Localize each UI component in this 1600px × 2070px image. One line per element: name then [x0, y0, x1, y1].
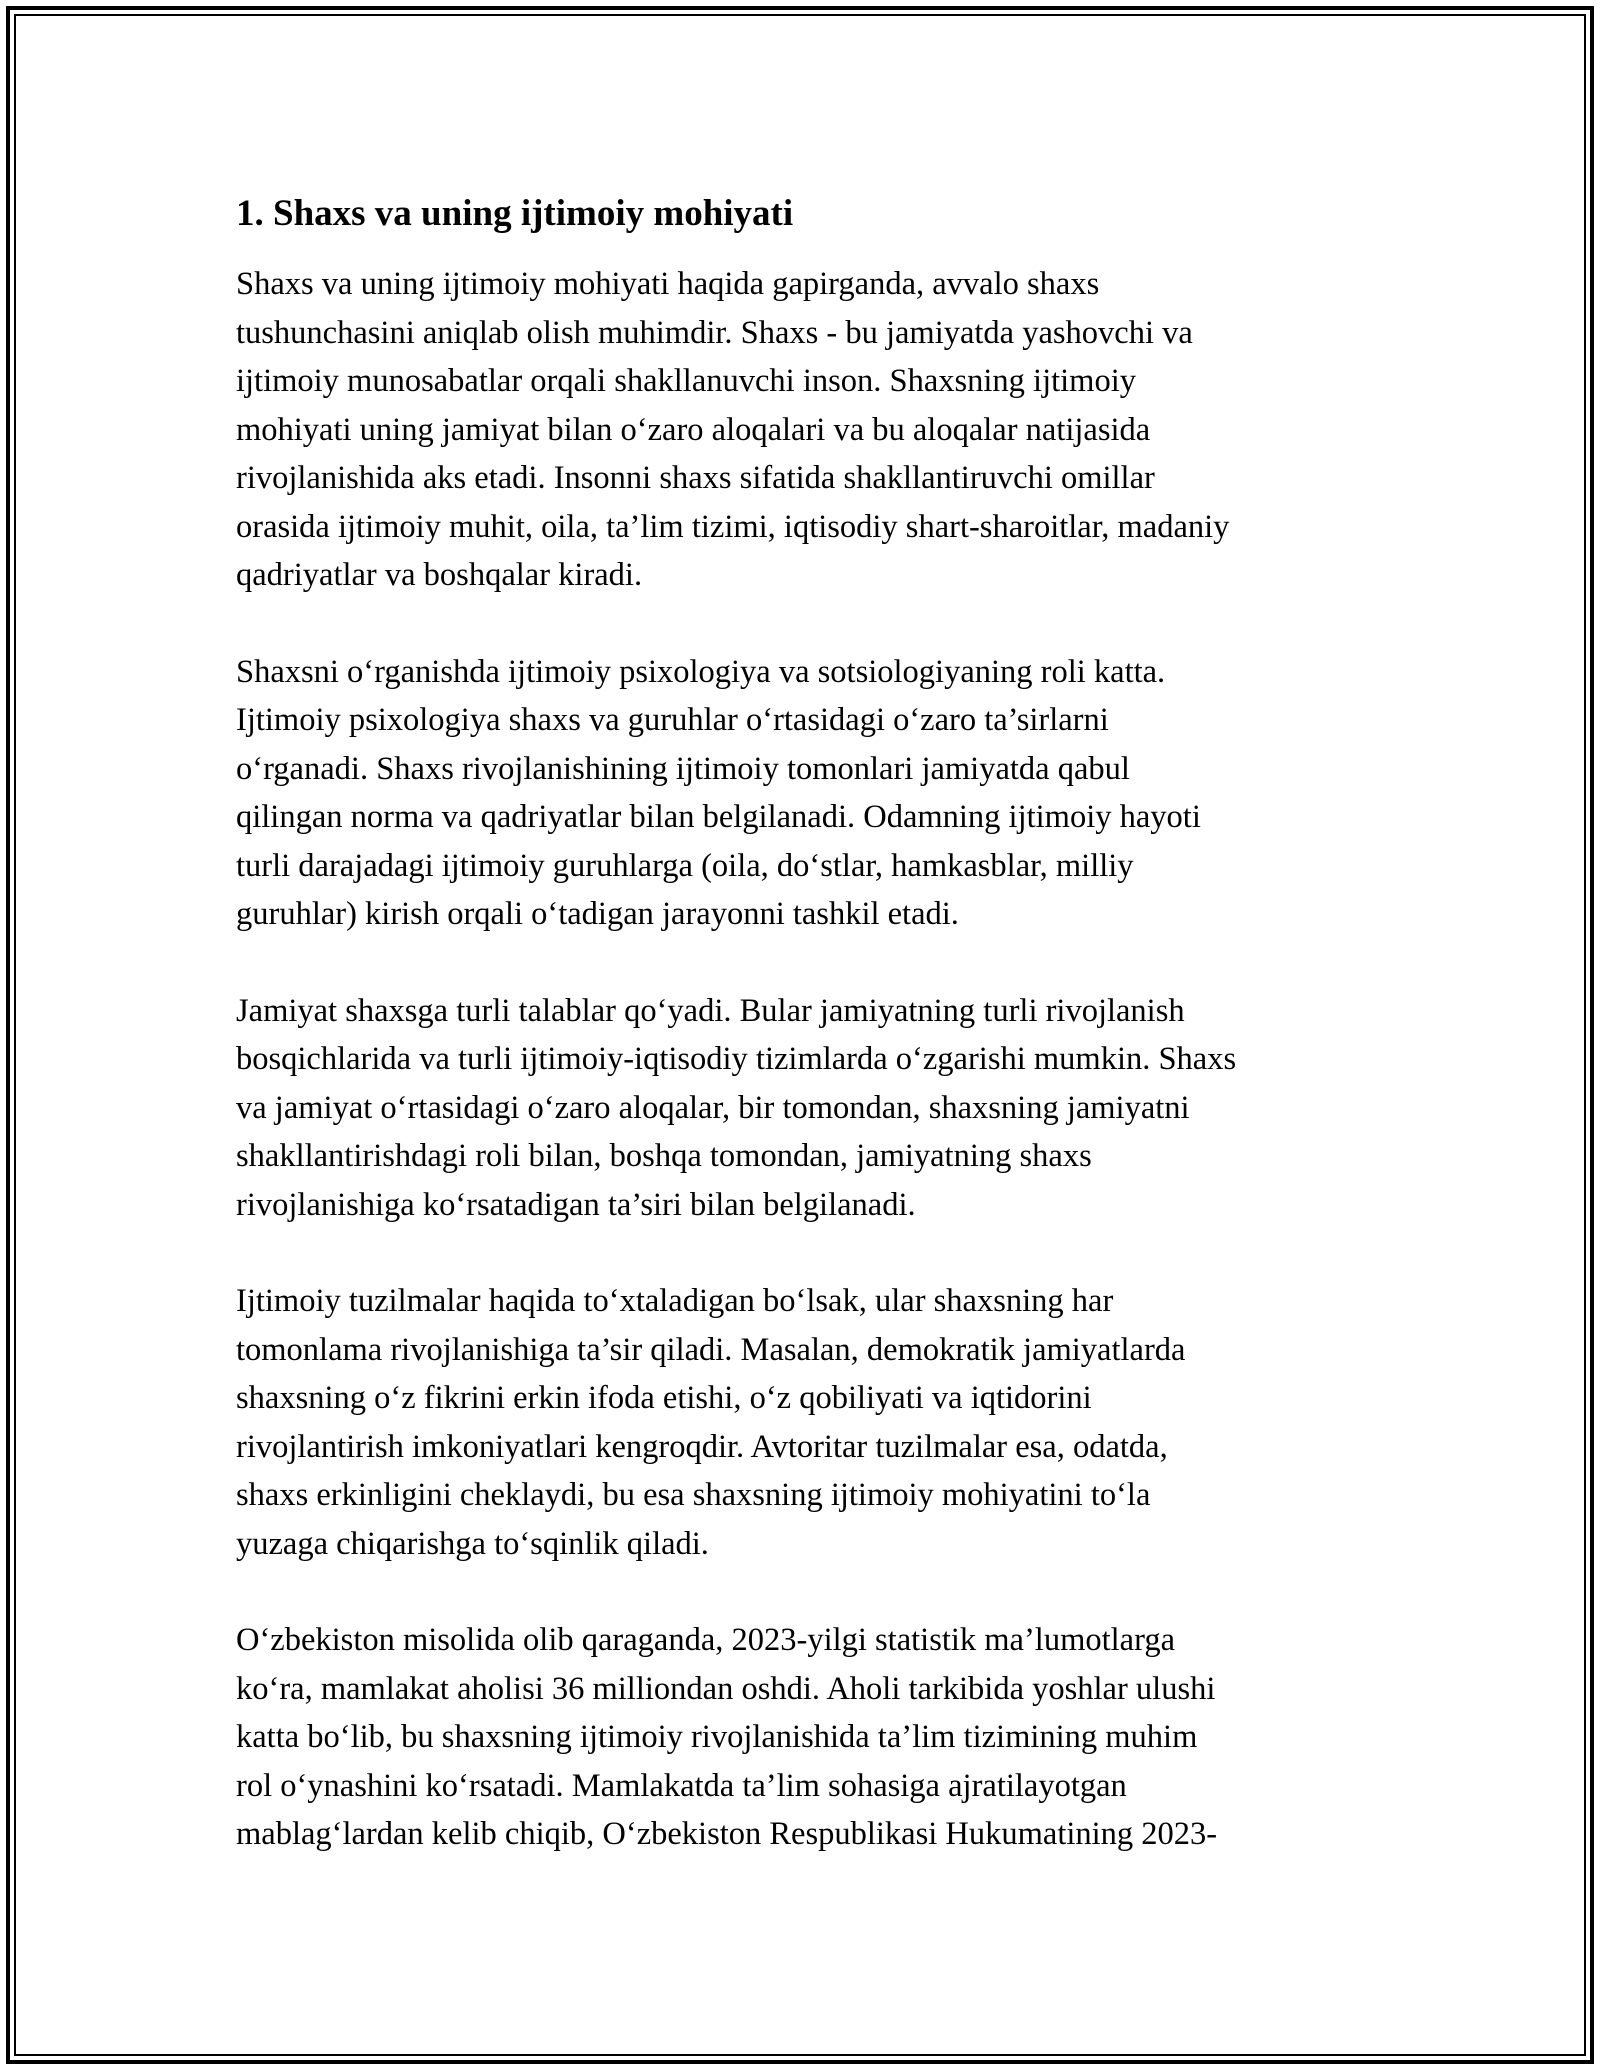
paragraph-line: katta bo‘lib, bu shaxsning ijtimoiy rivojlanishida ta’lim tizimining muhim — [236, 1719, 1198, 1755]
paragraph-line: orasida ijtimoiy muhit, oila, ta’lim tizimi, iqtisodiy shart-sharoitlar, madaniy — [236, 508, 1230, 545]
paragraph-line: mohiyati uning jamiyat bilan o‘zaro aloqalari va bu aloqalar natijasida — [236, 411, 1151, 448]
document-page — [236, 186, 1376, 1907]
paragraph-line: shaxs erkinligini cheklaydi, bu esa shaxsning ijtimoiy mohiyatini to‘la — [236, 1477, 1151, 1513]
paragraph-line: guruhlar) kirish orqali o‘tadigan jarayonni tashkil etadi. — [236, 896, 959, 932]
paragraph — [236, 1616, 1376, 1859]
paragraph — [236, 648, 1376, 939]
paragraph-line: o‘rganadi. Shaxs rivojlanishining ijtimoiy tomonlari jamiyatda qabul — [236, 750, 1130, 787]
paragraph-line: qilingan norma va qadriyatlar bilan belgilanadi. Odamning ijtimoiy hayoti — [236, 799, 1201, 835]
paragraph-line: Shaxs va uning ijtimoiy mohiyati haqida gapirganda, avvalo shaxs — [236, 266, 1100, 302]
paragraph-line: bosqichlarida va turli ijtimoiy-iqtisodiy tizimlarda o‘zgarishi mumkin. Shaxs — [236, 1041, 1237, 1077]
paragraph-line: shaxsning o‘z fikrini erkin ifoda etishi, o‘z qobiliyati va iqtidorini — [236, 1380, 1092, 1416]
paragraph-line: Shaxsni o‘rganishda ijtimoiy psixologiya va sotsiologiyaning roli katta. — [236, 653, 1166, 690]
paragraph — [236, 260, 1376, 600]
paragraph-line: yuzaga chiqarishga to‘sqinlik qiladi. — [236, 1525, 709, 1562]
paragraph-line: ko‘ra, mamlakat aholisi 36 milliondan oshdi. Aholi tarkibida yoshlar ulushi — [236, 1670, 1216, 1707]
paragraph-line: O‘zbekiston misolida olib qaraganda, 2023-yilgi statistik ma’lumotlarga — [236, 1622, 1176, 1658]
section-heading: 1. Shaxs va uning ijtimoiy mohiyati — [236, 193, 794, 234]
document-body — [236, 260, 1376, 1859]
paragraph-line: shakllantirishdagi roli bilan, boshqa tomondan, jamiyatning shaxs — [236, 1138, 1092, 1174]
paragraph-line: rol o‘ynashini ko‘rsatadi. Mamlakatda ta’lim sohasiga ajratilayotgan — [236, 1767, 1127, 1804]
paragraph-line: rivojlantirish imkoniyatlari kengroqdir. Avtoritar tuzilmalar esa, odatda, — [236, 1428, 1168, 1465]
paragraph-line: rivojlanishiga ko‘rsatadigan ta’siri bilan belgilanadi. — [236, 1186, 916, 1223]
paragraph-line: mablag‘lardan kelib chiqib, O‘zbekiston Respublikasi Hukumatining 2023- — [236, 1816, 1218, 1852]
paragraph-line: tushunchasini aniqlab olish muhimdir. Shaxs - bu jamiyatda yashovchi va — [236, 314, 1193, 351]
paragraph — [236, 1277, 1376, 1568]
paragraph-line: Ijtimoiy tuzilmalar haqida to‘xtaladigan bo‘lsak, ular shaxsning har — [236, 1283, 1114, 1319]
paragraph-line: turli darajadagi ijtimoiy guruhlarga (oila, do‘stlar, hamkasblar, milliy — [236, 847, 1134, 884]
paragraph-line: rivojlanishida aks etadi. Insonni shaxs sifatida shakllantiruvchi omillar — [236, 460, 1155, 496]
paragraph-line: tomonlama rivojlanishiga ta’sir qiladi. Masalan, demokratik jamiyatlarda — [236, 1331, 1186, 1368]
paragraph-line: va jamiyat o‘rtasidagi o‘zaro aloqalar, bir tomondan, shaxsning jamiyatni — [236, 1089, 1190, 1126]
paragraph-line: ijtimoiy munosabatlar orqali shakllanuvchi inson. Shaxsning ijtimoiy — [236, 363, 1136, 399]
paragraph-line: qadriyatlar va boshqalar kiradi. — [236, 557, 643, 593]
paragraph — [236, 987, 1376, 1230]
paragraph-line: Ijtimoiy psixologiya shaxs va guruhlar o‘rtasidagi o‘zaro ta’sirlarni — [236, 702, 1109, 738]
paragraph-line: Jamiyat shaxsga turli talablar qo‘yadi. Bular jamiyatning turli rivojlanish — [236, 992, 1185, 1029]
